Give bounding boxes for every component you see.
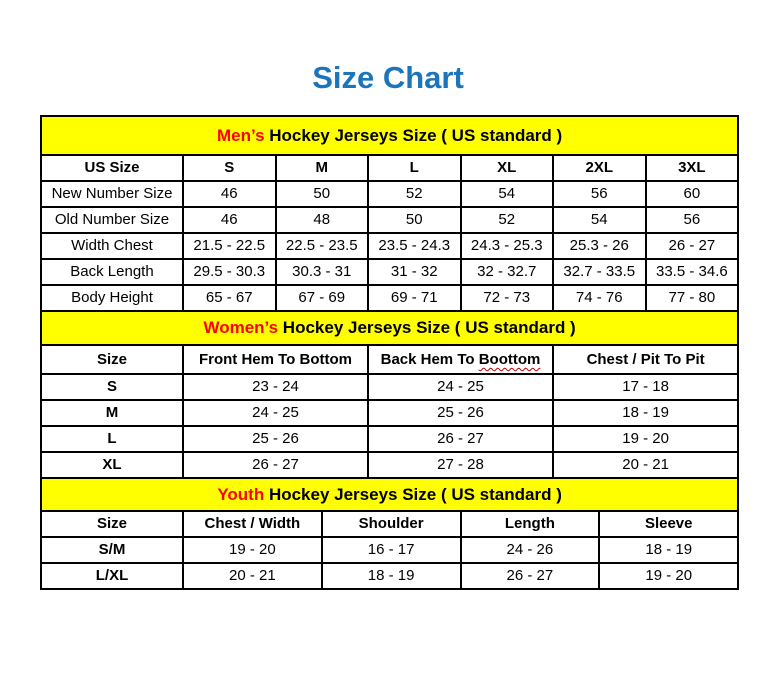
cell: 30.3 - 31 bbox=[276, 259, 369, 285]
men-col-header: L bbox=[368, 155, 461, 181]
cell: 24.3 - 25.3 bbox=[461, 233, 554, 259]
cell: 17 - 18 bbox=[553, 374, 738, 400]
youth-section-title bbox=[41, 478, 738, 511]
youth-row-sm bbox=[41, 537, 738, 563]
cell: 26 - 27 bbox=[646, 233, 739, 259]
youth-title-text: Hockey Jerseys Size ( US standard ) bbox=[264, 484, 562, 504]
women-row-m bbox=[41, 400, 738, 426]
youth-col-header: Length bbox=[461, 511, 600, 537]
women-row-s bbox=[41, 374, 738, 400]
men-title-accent: Men’s bbox=[217, 125, 265, 145]
men-col-header: M bbox=[276, 155, 369, 181]
youth-col-header: Chest / Width bbox=[183, 511, 322, 537]
cell: 56 bbox=[553, 181, 646, 207]
cell: 25 - 26 bbox=[368, 400, 553, 426]
women-row-xl bbox=[41, 452, 738, 478]
cell: 77 - 80 bbox=[646, 285, 739, 311]
cell: 65 - 67 bbox=[183, 285, 276, 311]
cell: 52 bbox=[461, 207, 554, 233]
men-row-back-length bbox=[41, 259, 738, 285]
women-col-header-misspelled bbox=[368, 345, 553, 374]
cell: 72 - 73 bbox=[461, 285, 554, 311]
women-col-header: Size bbox=[41, 345, 183, 374]
women-title-text: Hockey Jerseys Size ( US standard ) bbox=[278, 318, 576, 338]
women-header-row bbox=[41, 345, 738, 374]
cell: 24 - 25 bbox=[183, 400, 368, 426]
youth-col-header: Sleeve bbox=[599, 511, 738, 537]
youth-header-row bbox=[41, 511, 738, 537]
cell: 18 - 19 bbox=[553, 400, 738, 426]
row-label: New Number Size bbox=[41, 181, 183, 207]
women-col-header: Front Hem To Bottom bbox=[183, 345, 368, 374]
row-label: S bbox=[41, 374, 183, 400]
men-header-row bbox=[41, 155, 738, 181]
cell: 29.5 - 30.3 bbox=[183, 259, 276, 285]
cell: 27 - 28 bbox=[368, 452, 553, 478]
row-label: L bbox=[41, 426, 183, 452]
row-label: L/XL bbox=[41, 563, 183, 589]
cell: 18 - 19 bbox=[599, 537, 738, 563]
cell: 54 bbox=[553, 207, 646, 233]
cell: 21.5 - 22.5 bbox=[183, 233, 276, 259]
cell: 32 - 32.7 bbox=[461, 259, 554, 285]
men-col-header: S bbox=[183, 155, 276, 181]
cell: 67 - 69 bbox=[276, 285, 369, 311]
men-row-width-chest bbox=[41, 233, 738, 259]
cell: 20 - 21 bbox=[553, 452, 738, 478]
cell: 24 - 25 bbox=[368, 374, 553, 400]
cell: 52 bbox=[368, 181, 461, 207]
women-section-title bbox=[41, 311, 738, 345]
cell: 46 bbox=[183, 207, 276, 233]
row-label: Body Height bbox=[41, 285, 183, 311]
cell: 46 bbox=[183, 181, 276, 207]
cell: 23 - 24 bbox=[183, 374, 368, 400]
cell: 56 bbox=[646, 207, 739, 233]
cell: 31 - 32 bbox=[368, 259, 461, 285]
cell: 25.3 - 26 bbox=[553, 233, 646, 259]
cell: 23.5 - 24.3 bbox=[368, 233, 461, 259]
cell: 22.5 - 23.5 bbox=[276, 233, 369, 259]
men-section-title bbox=[41, 116, 738, 155]
cell: 54 bbox=[461, 181, 554, 207]
women-row-l bbox=[41, 426, 738, 452]
women-title-accent: Women’s bbox=[203, 318, 279, 338]
cell: 19 - 20 bbox=[599, 563, 738, 589]
men-row-new-number-size bbox=[41, 181, 738, 207]
men-col-header: 3XL bbox=[646, 155, 739, 181]
row-label: Old Number Size bbox=[41, 207, 183, 233]
row-label: M bbox=[41, 400, 183, 426]
men-col-header: US Size bbox=[41, 155, 183, 181]
row-label: Back Length bbox=[41, 259, 183, 285]
youth-row-lxl bbox=[41, 563, 738, 589]
row-label: XL bbox=[41, 452, 183, 478]
men-col-header: XL bbox=[461, 155, 554, 181]
cell: 19 - 20 bbox=[553, 426, 738, 452]
women-col-header: Chest / Pit To Pit bbox=[553, 345, 738, 374]
row-label: Width Chest bbox=[41, 233, 183, 259]
cell: 69 - 71 bbox=[368, 285, 461, 311]
youth-col-header: Size bbox=[41, 511, 183, 537]
back-hem-text: Back Hem To bbox=[380, 350, 475, 368]
men-row-body-height bbox=[41, 285, 738, 311]
cell: 26 - 27 bbox=[183, 452, 368, 478]
youth-title-accent: Youth bbox=[217, 484, 265, 504]
youth-section-band bbox=[41, 478, 738, 511]
men-section-band bbox=[41, 116, 738, 155]
women-section-band bbox=[41, 311, 738, 345]
men-title-text: Hockey Jerseys Size ( US standard ) bbox=[264, 125, 563, 145]
back-hem-misspelled-word: Boottom bbox=[478, 350, 541, 368]
cell: 20 - 21 bbox=[183, 563, 322, 589]
row-label: S/M bbox=[41, 537, 183, 563]
men-col-header: 2XL bbox=[553, 155, 646, 181]
page-title: Size Chart bbox=[312, 60, 464, 95]
cell: 26 - 27 bbox=[368, 426, 553, 452]
cell: 26 - 27 bbox=[461, 563, 600, 589]
size-chart-table bbox=[40, 115, 739, 590]
cell: 18 - 19 bbox=[322, 563, 461, 589]
cell: 19 - 20 bbox=[183, 537, 322, 563]
cell: 48 bbox=[276, 207, 369, 233]
cell: 74 - 76 bbox=[553, 285, 646, 311]
men-row-old-number-size bbox=[41, 207, 738, 233]
cell: 24 - 26 bbox=[461, 537, 600, 563]
cell: 16 - 17 bbox=[322, 537, 461, 563]
cell: 50 bbox=[368, 207, 461, 233]
cell: 25 - 26 bbox=[183, 426, 368, 452]
cell: 32.7 - 33.5 bbox=[553, 259, 646, 285]
cell: 60 bbox=[646, 181, 739, 207]
cell: 33.5 - 34.6 bbox=[646, 259, 739, 285]
cell: 50 bbox=[276, 181, 369, 207]
youth-col-header: Shoulder bbox=[322, 511, 461, 537]
